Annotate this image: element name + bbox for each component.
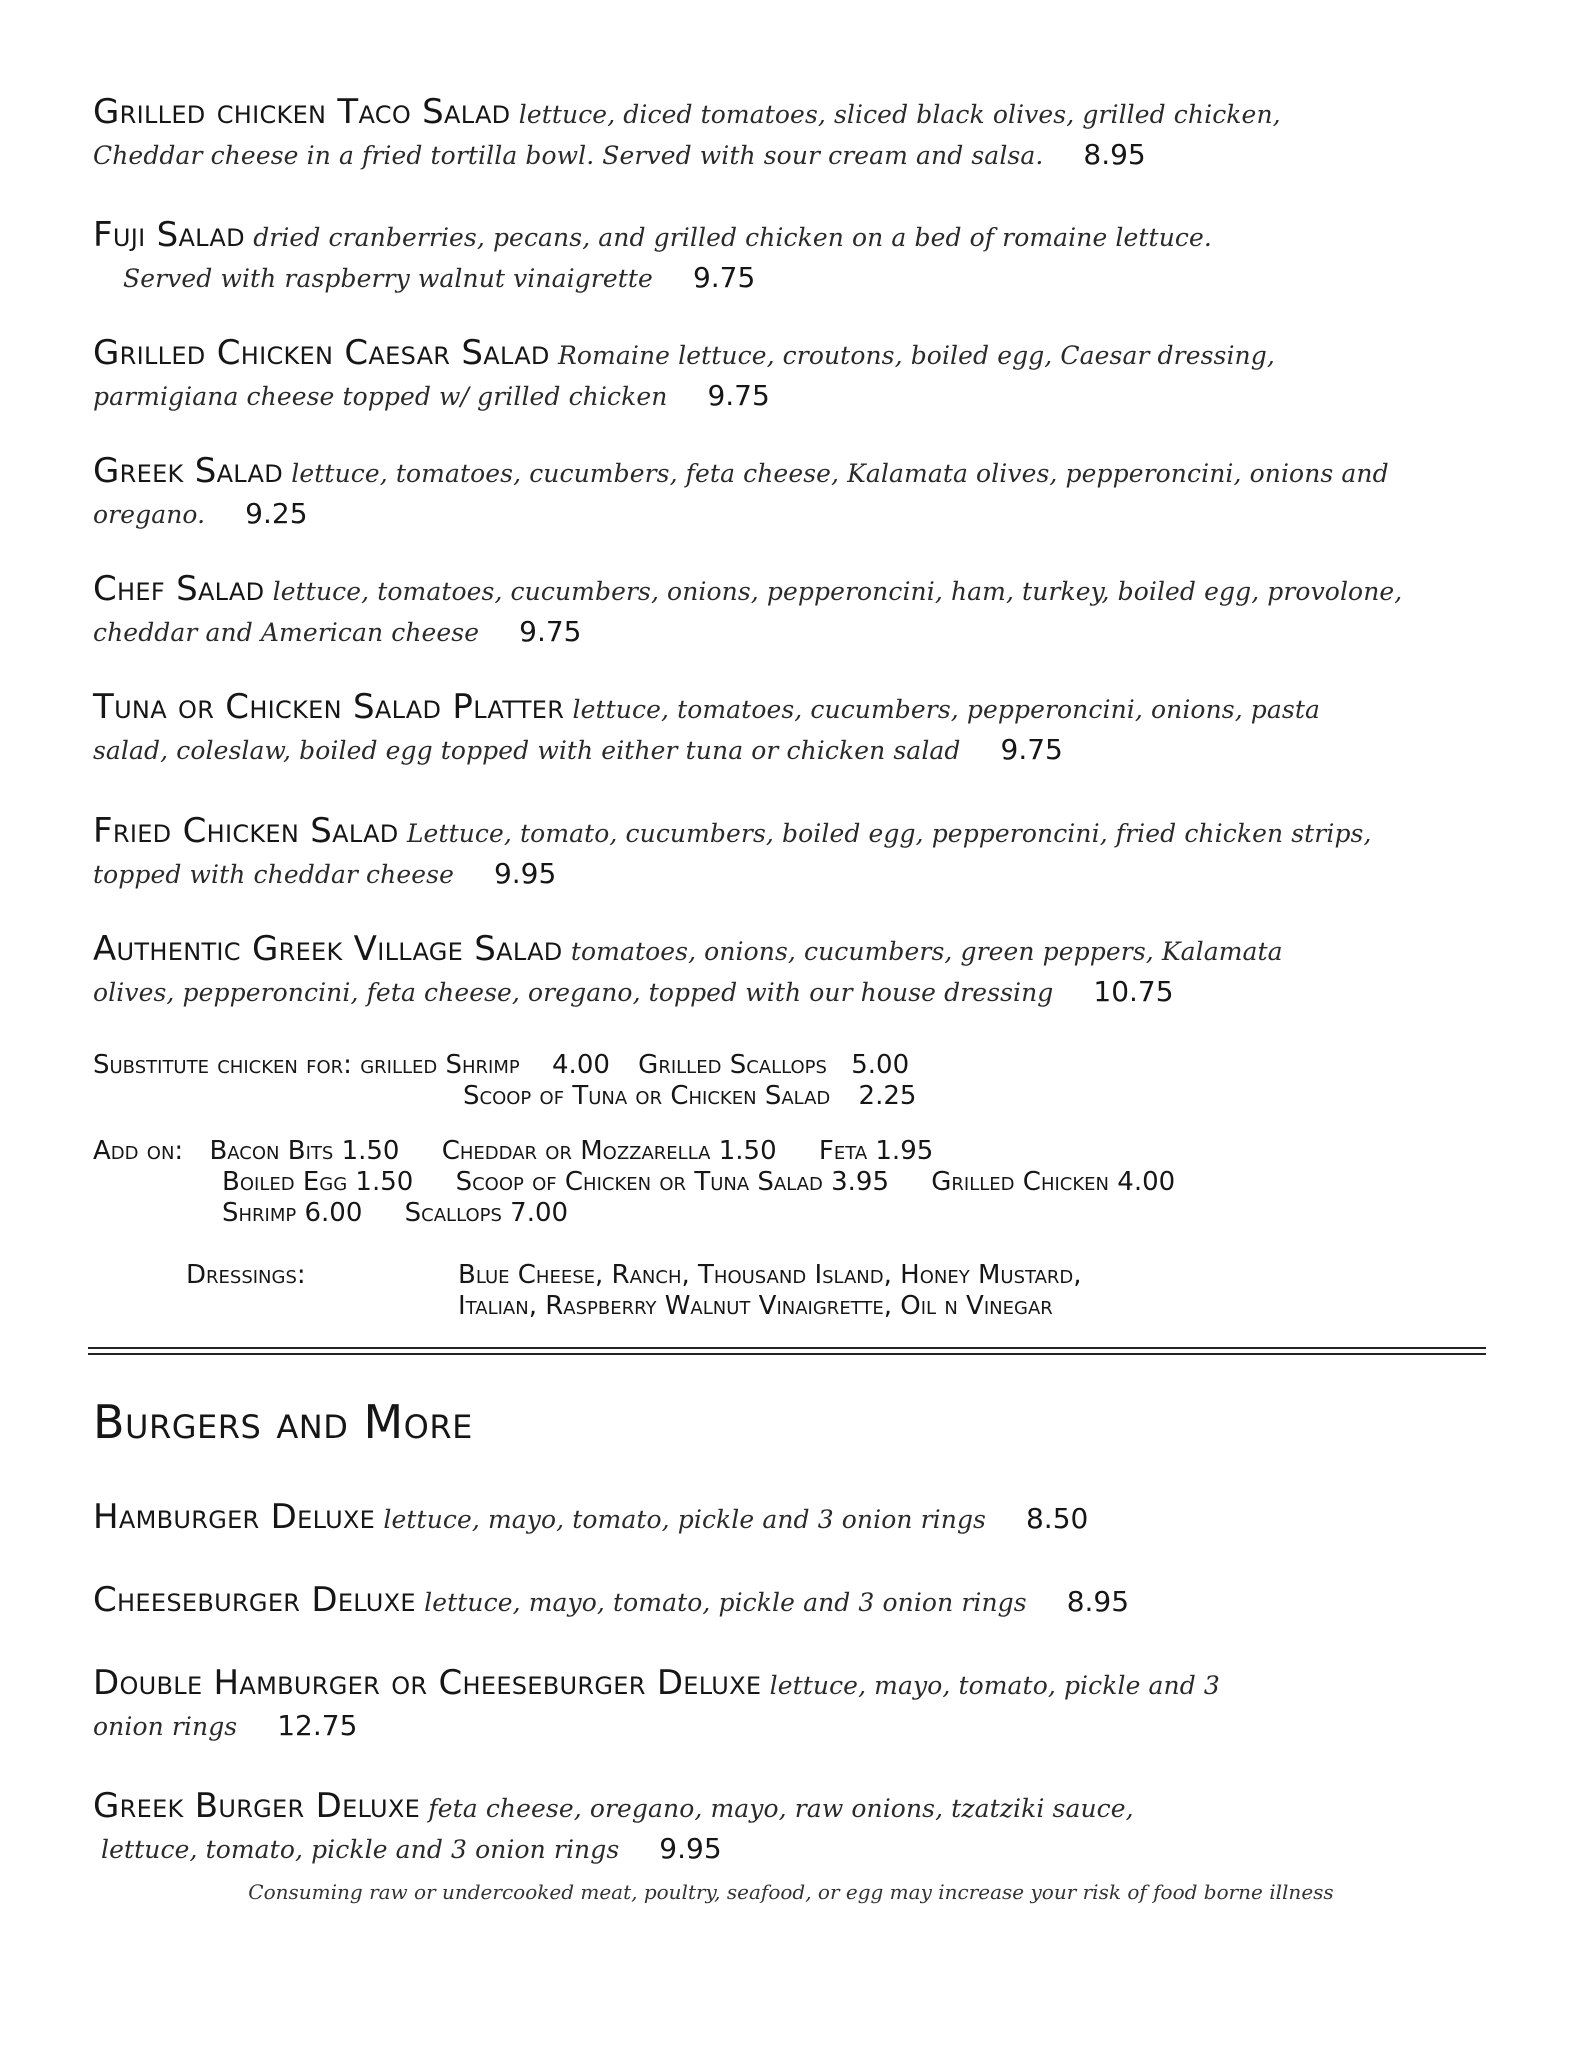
substitute-option: Grilled Scallops (638, 1050, 827, 1080)
item-description-cont: topped with cheddar cheese (93, 860, 454, 889)
add-on-label: Add on: (93, 1136, 184, 1166)
substitute-price: 2.25 (858, 1081, 917, 1111)
item-price: 9.75 (692, 261, 756, 294)
item-price: 12.75 (277, 1709, 358, 1742)
section-divider (88, 1347, 1486, 1349)
item-description: dried cranberries, pecans, and grilled chicken on a bed of romaine lettuce. (253, 223, 1212, 252)
dressings-label-block (186, 1260, 306, 1291)
item-description-cont: onion rings (93, 1712, 238, 1741)
item-price: 9.75 (519, 615, 582, 648)
dressings-line: Italian, Raspberry Walnut Vinaigrette, Oil n Vinegar (458, 1291, 1053, 1321)
menu-item (93, 929, 1493, 1013)
add-on-option: Feta 1.95 (818, 1136, 934, 1166)
section-divider (88, 1353, 1486, 1355)
menu-item (93, 1663, 1493, 1747)
menu-item (93, 569, 1493, 653)
item-description-cont: olives, pepperoncini, feta cheese, oregano, topped with our house dressing (93, 978, 1054, 1007)
menu-item (93, 811, 1493, 895)
add-on-option: Grilled Chicken 4.00 (931, 1167, 1176, 1197)
item-price: 9.95 (659, 1832, 722, 1865)
menu-item (93, 215, 1493, 299)
item-price: 9.25 (245, 497, 308, 530)
menu-item (93, 451, 1493, 535)
menu-item (93, 1786, 1493, 1870)
add-on-option: Scallops 7.00 (404, 1198, 569, 1228)
substitute-price: 4.00 (552, 1050, 610, 1080)
item-description: lettuce, mayo, tomato, pickle and 3 onion rings (383, 1505, 986, 1534)
menu-item (93, 1580, 1493, 1623)
food-safety-disclaimer: Consuming raw or undercooked meat, poultry, seafood, or egg may increase your risk of food borne illness (248, 1880, 1334, 1904)
item-description: lettuce, mayo, tomato, pickle and 3 onion rings (424, 1588, 1027, 1617)
add-on-option: Shrimp 6.00 (222, 1198, 363, 1228)
add-on-section-line3 (222, 1198, 568, 1229)
item-description-cont: lettuce, tomato, pickle and 3 onion rings (101, 1835, 620, 1864)
item-price: 8.50 (1025, 1502, 1089, 1535)
item-name: Greek Burger Deluxe (93, 1786, 421, 1826)
add-on-option: Bacon Bits 1.50 (209, 1136, 400, 1166)
item-price: 8.95 (1066, 1585, 1130, 1618)
substitute-section (93, 1050, 909, 1081)
substitute-label: Substitute chicken for: (93, 1050, 352, 1080)
dressings-list-line2 (458, 1291, 1053, 1322)
item-description: lettuce, tomatoes, cucumbers, feta cheese, Kalamata olives, pepperoncini, onions and (291, 459, 1389, 488)
section-title: Burgers and More (93, 1395, 473, 1449)
item-price: 9.75 (1000, 733, 1063, 766)
substitute-option: Scoop of Tuna or Chicken Salad (463, 1081, 831, 1111)
item-name: Fuji Salad (93, 215, 245, 255)
item-name: Tuna or Chicken Salad Platter (93, 687, 565, 727)
item-description: lettuce, tomatoes, cucumbers, pepperoncini, onions, pasta (572, 695, 1320, 724)
item-price: 9.95 (493, 857, 557, 890)
menu-item (93, 333, 1493, 417)
item-description-cont: Cheddar cheese in a fried tortilla bowl. Served with sour cream and salsa. (93, 141, 1044, 170)
add-on-option: Scoop of Chicken or Tuna Salad 3.95 (455, 1167, 890, 1197)
add-on-section-line2 (222, 1167, 1175, 1198)
add-on-option: Cheddar or Mozzarella 1.50 (441, 1136, 777, 1166)
menu-item (93, 92, 1493, 176)
item-name: Grilled chicken Taco Salad (93, 92, 511, 132)
item-name: Chef Salad (93, 569, 265, 609)
item-name: Authentic Greek Village Salad (93, 929, 563, 969)
item-price: 10.75 (1093, 975, 1174, 1008)
add-on-option: Boiled Egg 1.50 (222, 1167, 414, 1197)
substitute-option: grilled Shrimp (360, 1050, 520, 1080)
item-price: 9.75 (707, 379, 770, 412)
item-description: Romaine lettuce, croutons, boiled egg, Caesar dressing, (557, 341, 1275, 370)
item-name: Fried Chicken Salad (93, 811, 399, 851)
item-name: Greek Salad (93, 451, 284, 491)
item-description-cont: parmigiana cheese topped w/ grilled chicken (93, 382, 668, 411)
item-description: lettuce, mayo, tomato, pickle and 3 (769, 1671, 1220, 1700)
dressings-list (458, 1260, 1082, 1291)
menu-item (93, 687, 1493, 771)
substitute-price: 5.00 (851, 1050, 910, 1080)
item-description: lettuce, diced tomatoes, sliced black olives, grilled chicken, (518, 100, 1281, 129)
item-description: Lettuce, tomato, cucumbers, boiled egg, pepperoncini, fried chicken strips, (406, 819, 1372, 848)
item-description-cont: cheddar and American cheese (93, 618, 480, 647)
item-name: Double Hamburger or Cheeseburger Deluxe (93, 1663, 762, 1703)
dressings-line: Blue Cheese, Ranch, Thousand Island, Honey Mustard, (458, 1260, 1082, 1290)
item-name: Hamburger Deluxe (93, 1497, 376, 1537)
item-description-cont: salad, coleslaw, boiled egg topped with either tuna or chicken salad (93, 736, 961, 765)
substitute-section-line2 (463, 1081, 916, 1112)
dressings-label: Dressings: (186, 1260, 306, 1290)
item-name: Grilled Chicken Caesar Salad (93, 333, 550, 373)
item-description: feta cheese, oregano, mayo, raw onions, tzatziki sauce, (428, 1794, 1134, 1823)
item-price: 8.95 (1083, 138, 1146, 171)
menu-item (93, 1497, 1493, 1540)
item-description: tomatoes, onions, cucumbers, green peppers, Kalamata (570, 937, 1283, 966)
item-description: lettuce, tomatoes, cucumbers, onions, pepperoncini, ham, turkey, boiled egg, provolone, (272, 577, 1403, 606)
item-description-cont: oregano. (93, 500, 206, 529)
add-on-section (93, 1136, 933, 1167)
item-name: Cheeseburger Deluxe (93, 1580, 416, 1620)
item-description-cont: Served with raspberry walnut vinaigrette (123, 264, 653, 293)
